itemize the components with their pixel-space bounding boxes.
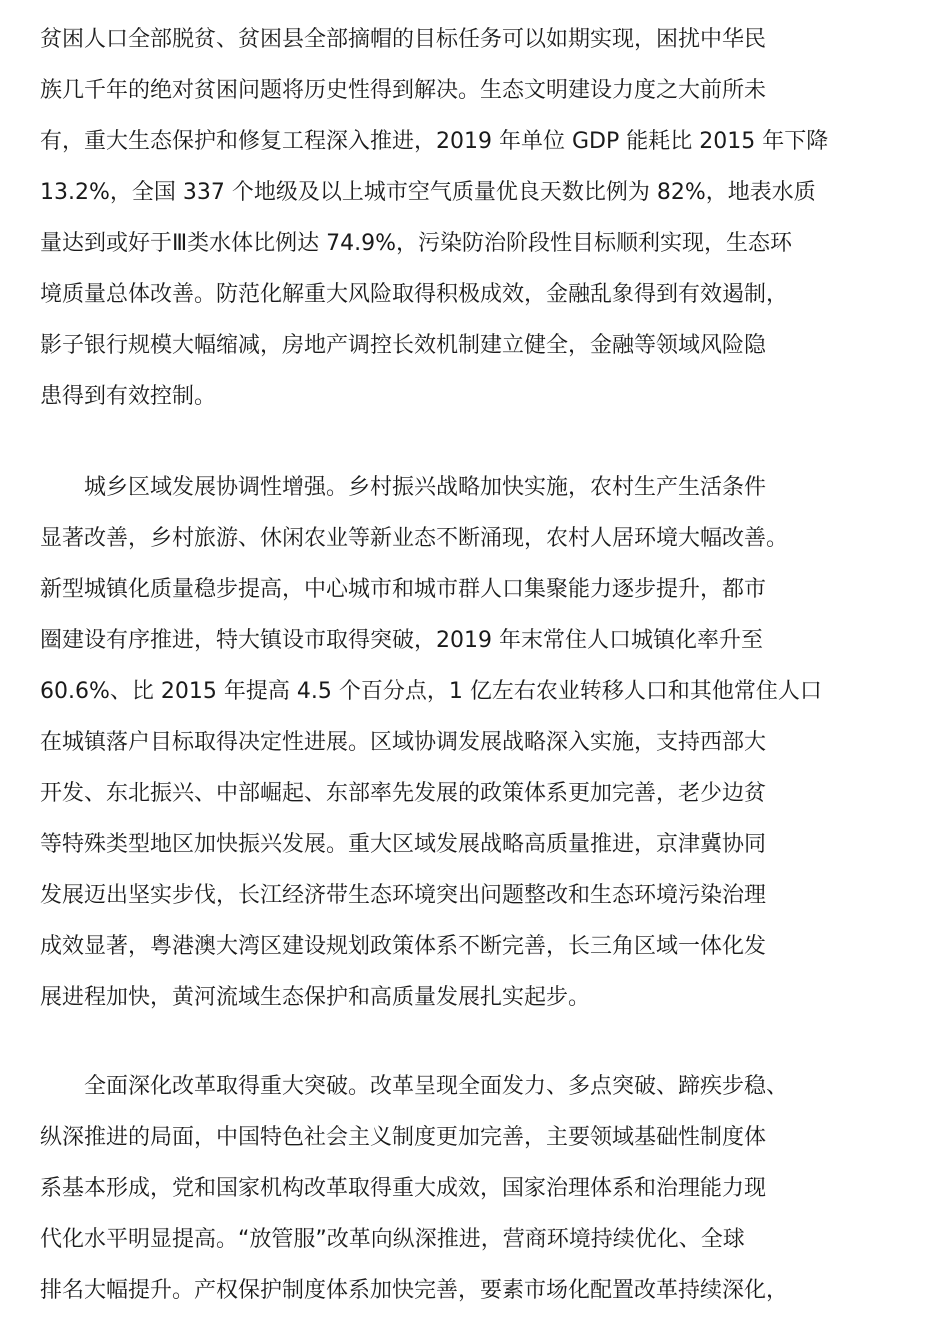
- paragraph-poverty-ecology-risk: [40, 14, 916, 422]
- text-line: 量达到或好于Ⅲ类水体比例达 74.9%，污染防治阶段性目标顺利实现，生态环: [40, 231, 793, 256]
- text-line: 13.2%，全国 337 个地级及以上城市空气质量优良天数比例为 82%，地表水质: [40, 180, 816, 205]
- text-line: 开发、东北振兴、中部崛起、东部率先发展的政策体系更加完善，老少边贫: [40, 781, 767, 806]
- text-line: 展进程加快，黄河流域生态保护和高质量发展扎实起步。: [40, 985, 591, 1010]
- text-line: 成效显著，粤港澳大湾区建设规划政策体系不断完善，长三角区域一体化发: [40, 934, 767, 959]
- text-line: 排名大幅提升。产权保护制度体系加快完善，要素市场化配置改革持续深化，: [40, 1278, 789, 1303]
- text-line: 60.6%、比 2015 年提高 4.5 个百分点，1 亿左右农业转移人口和其他常住人口: [40, 679, 822, 704]
- text-line: 境质量总体改善。防范化解重大风险取得积极成效，金融乱象得到有效遏制，: [40, 282, 789, 307]
- text-line: 城乡区域发展协调性增强。乡村振兴战略加快实施，农村生产生活条件: [84, 475, 767, 500]
- text-line: 发展迈出坚实步伐，长江经济带生态环境突出问题整改和生态环境污染治理: [40, 883, 767, 908]
- text-line: 在城镇落户目标取得决定性进展。区域协调发展战略深入实施，支持西部大: [40, 730, 767, 755]
- text-line: 等特殊类型地区加快振兴发展。重大区域发展战略高质量推进，京津冀协同: [40, 832, 767, 857]
- paragraph-urban-rural-regional: [40, 462, 916, 1023]
- text-line: 全面深化改革取得重大突破。改革呈现全面发力、多点突破、蹄疾步稳、: [84, 1074, 789, 1099]
- text-line: 显著改善，乡村旅游、休闲农业等新业态不断涌现，农村人居环境大幅改善。: [40, 526, 789, 551]
- text-line: 新型城镇化质量稳步提高，中心城市和城市群人口集聚能力逐步提升，都市: [40, 577, 767, 602]
- text-line: 系基本形成，党和国家机构改革取得重大成效，国家治理体系和治理能力现: [40, 1176, 767, 1201]
- text-line: 纵深推进的局面，中国特色社会主义制度更加完善，主要领域基础性制度体: [40, 1125, 767, 1150]
- text-line: 圈建设有序推进，特大镇设市取得突破，2019 年末常住人口城镇化率升至: [40, 628, 763, 653]
- text-line: 贫困人口全部脱贫、贫困县全部摘帽的目标任务可以如期实现，困扰中华民: [40, 27, 767, 52]
- text-line: 有，重大生态保护和修复工程深入推进，2019 年单位 GDP 能耗比 2015 年下降: [40, 129, 829, 154]
- text-line: 患得到有效控制。: [40, 384, 217, 409]
- text-line: 族几千年的绝对贫困问题将历史性得到解决。生态文明建设力度之大前所未: [40, 78, 767, 103]
- paragraph-deepening-reform: [40, 1061, 916, 1316]
- text-line: 代化水平明显提高。“放管服”改革向纵深推进，营商环境持续优化、全球: [40, 1227, 745, 1252]
- text-line: 影子银行规模大幅缩减，房地产调控长效机制建立健全，金融等领域风险隐: [40, 333, 767, 358]
